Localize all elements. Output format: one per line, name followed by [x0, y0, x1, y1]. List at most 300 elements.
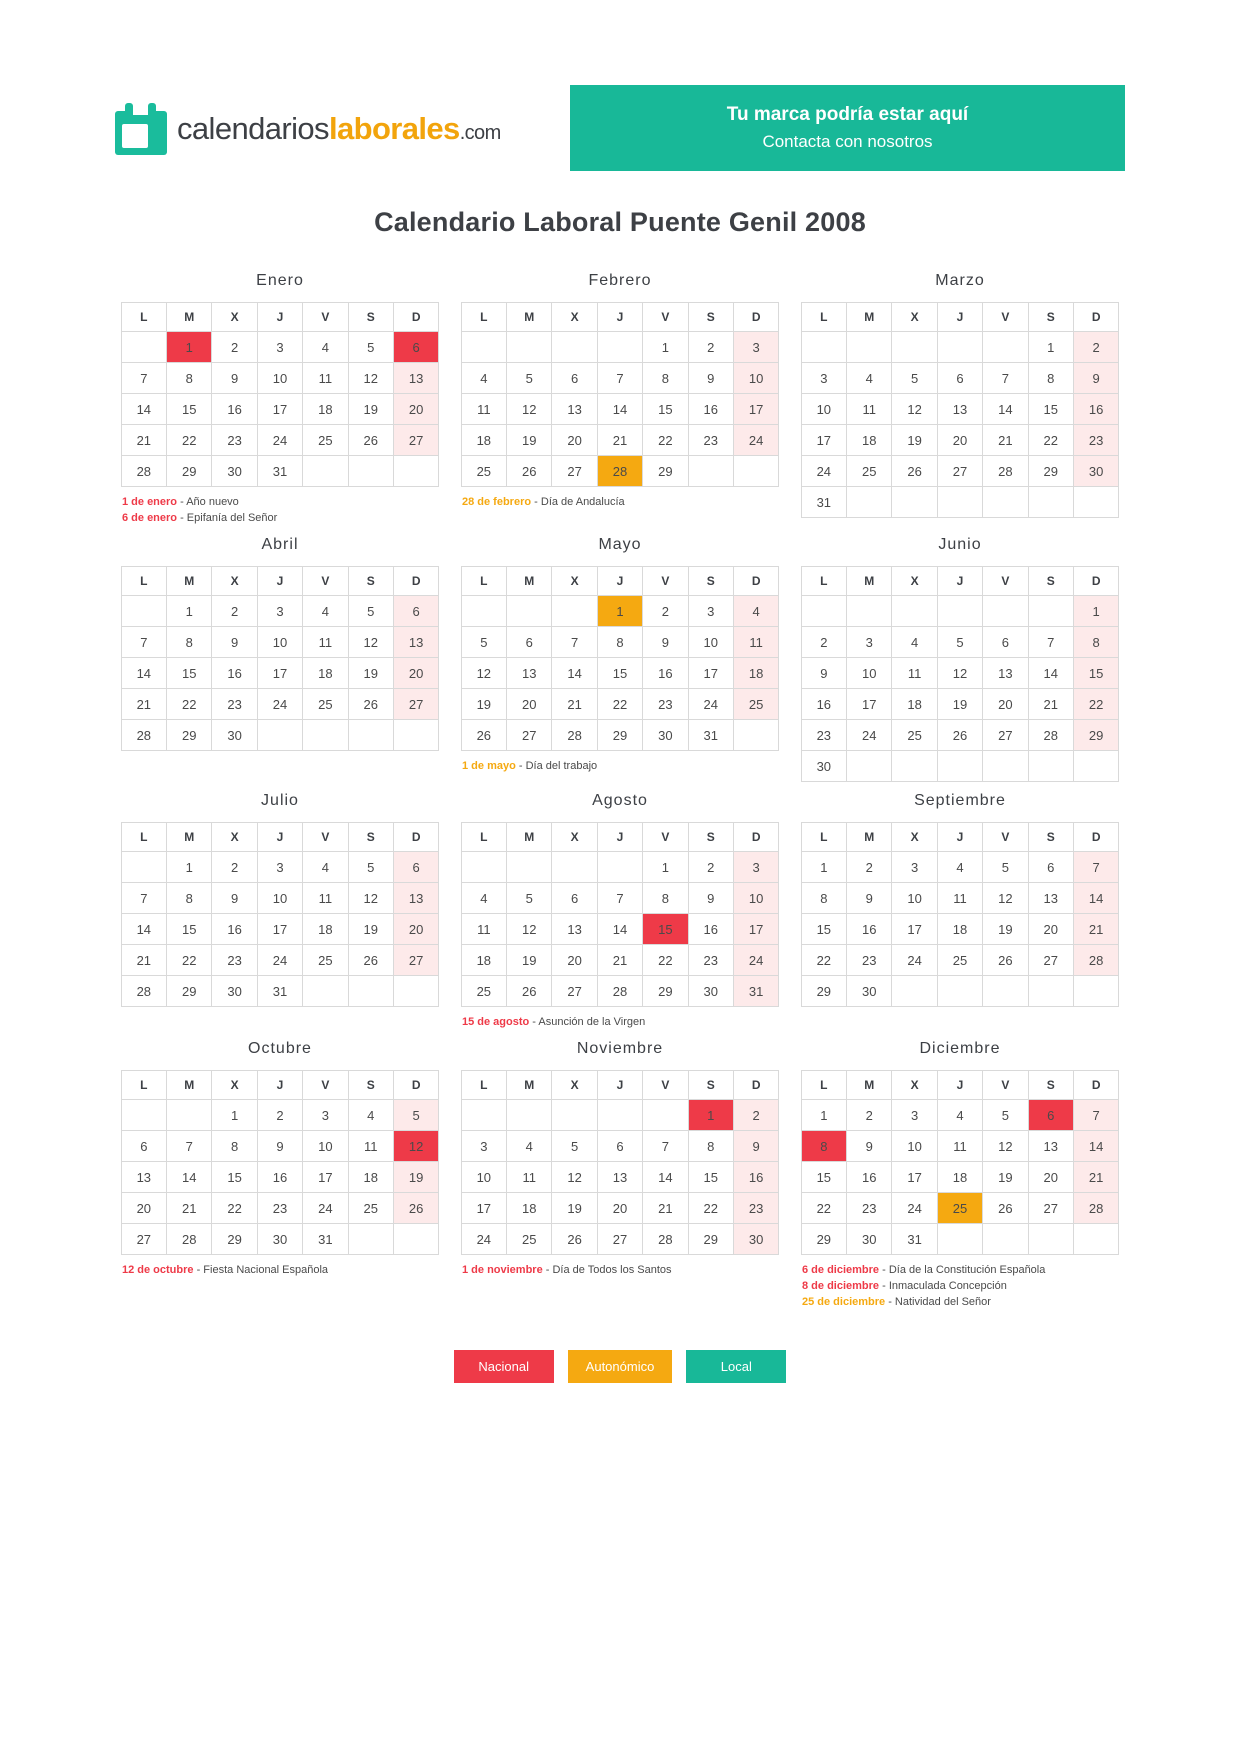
day-cell[interactable]: 27 — [1028, 945, 1073, 976]
day-cell[interactable]: 1 — [688, 1100, 733, 1131]
day-cell[interactable]: 10 — [733, 363, 778, 394]
day-cell[interactable]: 24 — [303, 1193, 348, 1224]
day-cell[interactable]: 11 — [461, 914, 506, 945]
day-cell[interactable]: 23 — [257, 1193, 302, 1224]
day-cell[interactable]: 10 — [257, 883, 302, 914]
day-cell[interactable]: 9 — [212, 883, 257, 914]
day-cell[interactable]: 18 — [847, 425, 892, 456]
day-cell[interactable]: 15 — [167, 394, 212, 425]
day-cell[interactable]: 6 — [393, 596, 438, 627]
day-cell[interactable]: 29 — [597, 720, 642, 751]
day-cell[interactable]: 19 — [461, 689, 506, 720]
day-cell[interactable]: 10 — [847, 658, 892, 689]
day-cell[interactable]: 26 — [507, 976, 552, 1007]
day-cell[interactable]: 10 — [303, 1131, 348, 1162]
day-cell[interactable]: 7 — [597, 883, 642, 914]
day-cell[interactable]: 3 — [688, 596, 733, 627]
day-cell[interactable]: 21 — [1073, 914, 1118, 945]
day-cell[interactable]: 12 — [507, 394, 552, 425]
day-cell[interactable]: 18 — [303, 658, 348, 689]
day-cell[interactable]: 27 — [937, 456, 982, 487]
day-cell[interactable]: 13 — [597, 1162, 642, 1193]
day-cell[interactable]: 8 — [597, 627, 642, 658]
day-cell[interactable]: 14 — [1028, 658, 1073, 689]
day-cell[interactable]: 7 — [121, 883, 166, 914]
day-cell[interactable]: 20 — [552, 425, 597, 456]
day-cell[interactable]: 5 — [937, 627, 982, 658]
day-cell[interactable]: 12 — [937, 658, 982, 689]
day-cell[interactable]: 20 — [121, 1193, 166, 1224]
day-cell[interactable]: 21 — [167, 1193, 212, 1224]
day-cell[interactable]: 29 — [167, 720, 212, 751]
day-cell[interactable]: 19 — [348, 658, 393, 689]
day-cell[interactable]: 23 — [688, 945, 733, 976]
day-cell[interactable]: 10 — [461, 1162, 506, 1193]
day-cell[interactable]: 29 — [212, 1224, 257, 1255]
day-cell[interactable]: 17 — [801, 425, 846, 456]
day-cell[interactable]: 6 — [983, 627, 1028, 658]
day-cell[interactable]: 17 — [892, 1162, 937, 1193]
day-cell[interactable]: 28 — [552, 720, 597, 751]
day-cell[interactable]: 29 — [643, 976, 688, 1007]
day-cell[interactable]: 16 — [847, 914, 892, 945]
day-cell[interactable]: 24 — [733, 945, 778, 976]
day-cell[interactable]: 11 — [847, 394, 892, 425]
day-cell[interactable]: 25 — [733, 689, 778, 720]
day-cell[interactable]: 27 — [983, 720, 1028, 751]
day-cell[interactable]: 30 — [733, 1224, 778, 1255]
day-cell[interactable]: 26 — [393, 1193, 438, 1224]
day-cell[interactable]: 19 — [937, 689, 982, 720]
day-cell[interactable]: 12 — [393, 1131, 438, 1162]
day-cell[interactable]: 5 — [983, 1100, 1028, 1131]
day-cell[interactable]: 26 — [348, 425, 393, 456]
day-cell[interactable]: 22 — [643, 945, 688, 976]
day-cell[interactable]: 31 — [257, 456, 302, 487]
day-cell[interactable]: 29 — [643, 456, 688, 487]
day-cell[interactable]: 12 — [348, 627, 393, 658]
day-cell[interactable]: 28 — [643, 1224, 688, 1255]
day-cell[interactable]: 10 — [801, 394, 846, 425]
day-cell[interactable]: 8 — [1028, 363, 1073, 394]
day-cell[interactable]: 1 — [801, 1100, 846, 1131]
day-cell[interactable]: 22 — [1073, 689, 1118, 720]
day-cell[interactable]: 29 — [801, 1224, 846, 1255]
day-cell[interactable]: 4 — [733, 596, 778, 627]
day-cell[interactable]: 27 — [1028, 1193, 1073, 1224]
day-cell[interactable]: 4 — [847, 363, 892, 394]
day-cell[interactable]: 26 — [461, 720, 506, 751]
day-cell[interactable]: 18 — [303, 394, 348, 425]
day-cell[interactable]: 4 — [937, 1100, 982, 1131]
day-cell[interactable]: 23 — [688, 425, 733, 456]
day-cell[interactable]: 7 — [1073, 1100, 1118, 1131]
day-cell[interactable]: 17 — [733, 394, 778, 425]
day-cell[interactable]: 9 — [847, 883, 892, 914]
day-cell[interactable]: 31 — [892, 1224, 937, 1255]
day-cell[interactable]: 19 — [507, 945, 552, 976]
day-cell[interactable]: 21 — [597, 945, 642, 976]
day-cell[interactable]: 28 — [1028, 720, 1073, 751]
day-cell[interactable]: 26 — [892, 456, 937, 487]
day-cell[interactable]: 9 — [688, 363, 733, 394]
day-cell[interactable]: 25 — [303, 689, 348, 720]
day-cell[interactable]: 28 — [121, 976, 166, 1007]
day-cell[interactable]: 1 — [1073, 596, 1118, 627]
day-cell[interactable]: 20 — [507, 689, 552, 720]
day-cell[interactable]: 16 — [212, 394, 257, 425]
day-cell[interactable]: 20 — [983, 689, 1028, 720]
day-cell[interactable]: 3 — [892, 1100, 937, 1131]
day-cell[interactable]: 14 — [983, 394, 1028, 425]
day-cell[interactable]: 6 — [393, 332, 438, 363]
day-cell[interactable]: 6 — [552, 363, 597, 394]
day-cell[interactable]: 16 — [212, 914, 257, 945]
day-cell[interactable]: 5 — [348, 332, 393, 363]
day-cell[interactable]: 5 — [552, 1131, 597, 1162]
day-cell[interactable]: 13 — [393, 627, 438, 658]
day-cell[interactable]: 13 — [393, 883, 438, 914]
day-cell[interactable]: 20 — [552, 945, 597, 976]
day-cell[interactable]: 18 — [461, 945, 506, 976]
day-cell[interactable]: 2 — [847, 1100, 892, 1131]
day-cell[interactable]: 6 — [552, 883, 597, 914]
day-cell[interactable]: 6 — [393, 852, 438, 883]
day-cell[interactable]: 19 — [552, 1193, 597, 1224]
day-cell[interactable]: 4 — [507, 1131, 552, 1162]
day-cell[interactable]: 1 — [167, 332, 212, 363]
day-cell[interactable]: 9 — [733, 1131, 778, 1162]
day-cell[interactable]: 30 — [847, 976, 892, 1007]
day-cell[interactable]: 13 — [507, 658, 552, 689]
day-cell[interactable]: 7 — [597, 363, 642, 394]
day-cell[interactable]: 13 — [121, 1162, 166, 1193]
day-cell[interactable]: 10 — [733, 883, 778, 914]
day-cell[interactable]: 20 — [1028, 1162, 1073, 1193]
day-cell[interactable]: 30 — [257, 1224, 302, 1255]
day-cell[interactable]: 28 — [121, 456, 166, 487]
day-cell[interactable]: 12 — [552, 1162, 597, 1193]
day-cell[interactable]: 26 — [983, 1193, 1028, 1224]
day-cell[interactable]: 5 — [461, 627, 506, 658]
day-cell[interactable]: 19 — [983, 914, 1028, 945]
day-cell[interactable]: 24 — [892, 1193, 937, 1224]
day-cell[interactable]: 3 — [303, 1100, 348, 1131]
day-cell[interactable]: 11 — [303, 883, 348, 914]
day-cell[interactable]: 19 — [983, 1162, 1028, 1193]
day-cell[interactable]: 15 — [801, 1162, 846, 1193]
day-cell[interactable]: 8 — [167, 883, 212, 914]
day-cell[interactable]: 24 — [847, 720, 892, 751]
day-cell[interactable]: 7 — [983, 363, 1028, 394]
day-cell[interactable]: 16 — [257, 1162, 302, 1193]
day-cell[interactable]: 4 — [303, 332, 348, 363]
day-cell[interactable]: 15 — [643, 914, 688, 945]
day-cell[interactable]: 29 — [1073, 720, 1118, 751]
day-cell[interactable]: 23 — [212, 945, 257, 976]
day-cell[interactable]: 14 — [597, 394, 642, 425]
day-cell[interactable]: 13 — [552, 914, 597, 945]
day-cell[interactable]: 19 — [892, 425, 937, 456]
day-cell[interactable]: 26 — [983, 945, 1028, 976]
day-cell[interactable]: 30 — [212, 720, 257, 751]
day-cell[interactable]: 11 — [461, 394, 506, 425]
day-cell[interactable]: 18 — [303, 914, 348, 945]
day-cell[interactable]: 3 — [733, 852, 778, 883]
day-cell[interactable]: 6 — [1028, 852, 1073, 883]
day-cell[interactable]: 1 — [167, 852, 212, 883]
day-cell[interactable]: 12 — [983, 1131, 1028, 1162]
day-cell[interactable]: 1 — [597, 596, 642, 627]
day-cell[interactable]: 28 — [121, 720, 166, 751]
day-cell[interactable]: 21 — [1073, 1162, 1118, 1193]
day-cell[interactable]: 8 — [167, 363, 212, 394]
day-cell[interactable]: 3 — [257, 332, 302, 363]
site-logo[interactable] — [115, 85, 520, 155]
day-cell[interactable]: 15 — [212, 1162, 257, 1193]
day-cell[interactable]: 13 — [552, 394, 597, 425]
day-cell[interactable]: 23 — [1073, 425, 1118, 456]
day-cell[interactable]: 16 — [688, 914, 733, 945]
day-cell[interactable]: 24 — [688, 689, 733, 720]
day-cell[interactable]: 25 — [937, 1193, 982, 1224]
day-cell[interactable]: 16 — [733, 1162, 778, 1193]
day-cell[interactable]: 7 — [121, 627, 166, 658]
day-cell[interactable]: 14 — [167, 1162, 212, 1193]
day-cell[interactable]: 25 — [303, 425, 348, 456]
day-cell[interactable]: 13 — [983, 658, 1028, 689]
day-cell[interactable]: 1 — [1028, 332, 1073, 363]
day-cell[interactable]: 5 — [393, 1100, 438, 1131]
day-cell[interactable]: 17 — [733, 914, 778, 945]
day-cell[interactable]: 29 — [688, 1224, 733, 1255]
day-cell[interactable]: 18 — [507, 1193, 552, 1224]
day-cell[interactable]: 5 — [348, 852, 393, 883]
day-cell[interactable]: 27 — [552, 976, 597, 1007]
advertising-banner[interactable] — [570, 85, 1125, 171]
day-cell[interactable]: 6 — [1028, 1100, 1073, 1131]
day-cell[interactable]: 25 — [461, 976, 506, 1007]
day-cell[interactable]: 5 — [892, 363, 937, 394]
day-cell[interactable]: 8 — [643, 883, 688, 914]
day-cell[interactable]: 27 — [121, 1224, 166, 1255]
day-cell[interactable]: 20 — [393, 394, 438, 425]
day-cell[interactable]: 3 — [257, 852, 302, 883]
day-cell[interactable]: 2 — [212, 852, 257, 883]
day-cell[interactable]: 15 — [643, 394, 688, 425]
legend-chip-local[interactable]: Local — [686, 1350, 786, 1383]
day-cell[interactable]: 28 — [1073, 945, 1118, 976]
day-cell[interactable]: 24 — [257, 945, 302, 976]
day-cell[interactable]: 29 — [801, 976, 846, 1007]
day-cell[interactable]: 10 — [257, 627, 302, 658]
day-cell[interactable]: 6 — [597, 1131, 642, 1162]
day-cell[interactable]: 21 — [121, 689, 166, 720]
day-cell[interactable]: 3 — [892, 852, 937, 883]
day-cell[interactable]: 27 — [393, 425, 438, 456]
day-cell[interactable]: 23 — [847, 945, 892, 976]
day-cell[interactable]: 12 — [348, 363, 393, 394]
day-cell[interactable]: 9 — [257, 1131, 302, 1162]
day-cell[interactable]: 18 — [937, 1162, 982, 1193]
day-cell[interactable]: 9 — [847, 1131, 892, 1162]
day-cell[interactable]: 30 — [212, 976, 257, 1007]
day-cell[interactable]: 9 — [212, 363, 257, 394]
day-cell[interactable]: 29 — [167, 976, 212, 1007]
day-cell[interactable]: 5 — [507, 363, 552, 394]
day-cell[interactable]: 16 — [688, 394, 733, 425]
day-cell[interactable]: 26 — [937, 720, 982, 751]
day-cell[interactable]: 11 — [348, 1131, 393, 1162]
day-cell[interactable]: 27 — [393, 689, 438, 720]
day-cell[interactable]: 15 — [167, 914, 212, 945]
day-cell[interactable]: 23 — [801, 720, 846, 751]
day-cell[interactable]: 4 — [892, 627, 937, 658]
legend-chip-nacional[interactable]: Nacional — [454, 1350, 554, 1383]
day-cell[interactable]: 31 — [303, 1224, 348, 1255]
day-cell[interactable]: 22 — [597, 689, 642, 720]
day-cell[interactable]: 22 — [212, 1193, 257, 1224]
day-cell[interactable]: 14 — [1073, 883, 1118, 914]
day-cell[interactable]: 16 — [212, 658, 257, 689]
day-cell[interactable]: 15 — [1073, 658, 1118, 689]
day-cell[interactable]: 19 — [393, 1162, 438, 1193]
day-cell[interactable]: 14 — [121, 394, 166, 425]
day-cell[interactable]: 15 — [167, 658, 212, 689]
day-cell[interactable]: 22 — [167, 425, 212, 456]
day-cell[interactable]: 3 — [847, 627, 892, 658]
day-cell[interactable]: 24 — [733, 425, 778, 456]
day-cell[interactable]: 18 — [892, 689, 937, 720]
day-cell[interactable]: 1 — [643, 332, 688, 363]
day-cell[interactable]: 22 — [688, 1193, 733, 1224]
day-cell[interactable]: 17 — [847, 689, 892, 720]
day-cell[interactable]: 14 — [121, 914, 166, 945]
day-cell[interactable]: 22 — [643, 425, 688, 456]
day-cell[interactable]: 7 — [1028, 627, 1073, 658]
day-cell[interactable]: 26 — [348, 689, 393, 720]
day-cell[interactable]: 8 — [212, 1131, 257, 1162]
day-cell[interactable]: 11 — [507, 1162, 552, 1193]
day-cell[interactable]: 11 — [303, 627, 348, 658]
day-cell[interactable]: 13 — [393, 363, 438, 394]
day-cell[interactable]: 30 — [688, 976, 733, 1007]
day-cell[interactable]: 14 — [1073, 1131, 1118, 1162]
day-cell[interactable]: 10 — [688, 627, 733, 658]
day-cell[interactable]: 21 — [643, 1193, 688, 1224]
day-cell[interactable]: 25 — [507, 1224, 552, 1255]
day-cell[interactable]: 14 — [552, 658, 597, 689]
day-cell[interactable]: 5 — [507, 883, 552, 914]
day-cell[interactable]: 16 — [1073, 394, 1118, 425]
day-cell[interactable]: 20 — [937, 425, 982, 456]
day-cell[interactable]: 21 — [121, 945, 166, 976]
day-cell[interactable]: 12 — [892, 394, 937, 425]
day-cell[interactable]: 9 — [688, 883, 733, 914]
day-cell[interactable]: 5 — [983, 852, 1028, 883]
day-cell[interactable]: 25 — [892, 720, 937, 751]
day-cell[interactable]: 20 — [393, 914, 438, 945]
day-cell[interactable]: 3 — [461, 1131, 506, 1162]
day-cell[interactable]: 28 — [597, 976, 642, 1007]
day-cell[interactable]: 4 — [348, 1100, 393, 1131]
day-cell[interactable]: 30 — [1073, 456, 1118, 487]
day-cell[interactable]: 31 — [257, 976, 302, 1007]
day-cell[interactable]: 23 — [643, 689, 688, 720]
legend-chip-autonomico[interactable]: Autonómico — [568, 1350, 673, 1383]
day-cell[interactable]: 10 — [892, 883, 937, 914]
day-cell[interactable]: 3 — [801, 363, 846, 394]
day-cell[interactable]: 31 — [733, 976, 778, 1007]
day-cell[interactable]: 7 — [643, 1131, 688, 1162]
day-cell[interactable]: 29 — [1028, 456, 1073, 487]
day-cell[interactable]: 17 — [892, 914, 937, 945]
day-cell[interactable]: 13 — [1028, 883, 1073, 914]
day-cell[interactable]: 21 — [597, 425, 642, 456]
day-cell[interactable]: 27 — [597, 1224, 642, 1255]
day-cell[interactable]: 18 — [937, 914, 982, 945]
day-cell[interactable]: 17 — [257, 658, 302, 689]
day-cell[interactable]: 24 — [461, 1224, 506, 1255]
day-cell[interactable]: 25 — [303, 945, 348, 976]
day-cell[interactable]: 17 — [688, 658, 733, 689]
day-cell[interactable]: 1 — [212, 1100, 257, 1131]
day-cell[interactable]: 30 — [643, 720, 688, 751]
day-cell[interactable]: 22 — [801, 1193, 846, 1224]
day-cell[interactable]: 24 — [892, 945, 937, 976]
day-cell[interactable]: 24 — [801, 456, 846, 487]
day-cell[interactable]: 21 — [552, 689, 597, 720]
day-cell[interactable]: 1 — [167, 596, 212, 627]
day-cell[interactable]: 2 — [847, 852, 892, 883]
day-cell[interactable]: 10 — [892, 1131, 937, 1162]
day-cell[interactable]: 17 — [257, 914, 302, 945]
day-cell[interactable]: 15 — [688, 1162, 733, 1193]
day-cell[interactable]: 2 — [212, 596, 257, 627]
day-cell[interactable]: 4 — [937, 852, 982, 883]
day-cell[interactable]: 4 — [303, 852, 348, 883]
day-cell[interactable]: 11 — [937, 1131, 982, 1162]
day-cell[interactable]: 22 — [167, 945, 212, 976]
day-cell[interactable]: 14 — [121, 658, 166, 689]
day-cell[interactable]: 10 — [257, 363, 302, 394]
day-cell[interactable]: 26 — [348, 945, 393, 976]
day-cell[interactable]: 19 — [348, 394, 393, 425]
day-cell[interactable]: 4 — [461, 883, 506, 914]
day-cell[interactable]: 12 — [348, 883, 393, 914]
day-cell[interactable]: 7 — [1073, 852, 1118, 883]
day-cell[interactable]: 29 — [167, 456, 212, 487]
day-cell[interactable]: 14 — [597, 914, 642, 945]
day-cell[interactable]: 17 — [461, 1193, 506, 1224]
day-cell[interactable]: 20 — [1028, 914, 1073, 945]
day-cell[interactable]: 2 — [801, 627, 846, 658]
day-cell[interactable]: 19 — [348, 914, 393, 945]
day-cell[interactable]: 11 — [937, 883, 982, 914]
day-cell[interactable]: 23 — [847, 1193, 892, 1224]
day-cell[interactable]: 30 — [801, 751, 846, 782]
day-cell[interactable]: 18 — [461, 425, 506, 456]
day-cell[interactable]: 26 — [507, 456, 552, 487]
day-cell[interactable]: 8 — [167, 627, 212, 658]
day-cell[interactable]: 25 — [461, 456, 506, 487]
day-cell[interactable]: 18 — [733, 658, 778, 689]
day-cell[interactable]: 28 — [983, 456, 1028, 487]
day-cell[interactable]: 12 — [507, 914, 552, 945]
day-cell[interactable]: 17 — [257, 394, 302, 425]
day-cell[interactable]: 24 — [257, 425, 302, 456]
day-cell[interactable]: 8 — [801, 883, 846, 914]
